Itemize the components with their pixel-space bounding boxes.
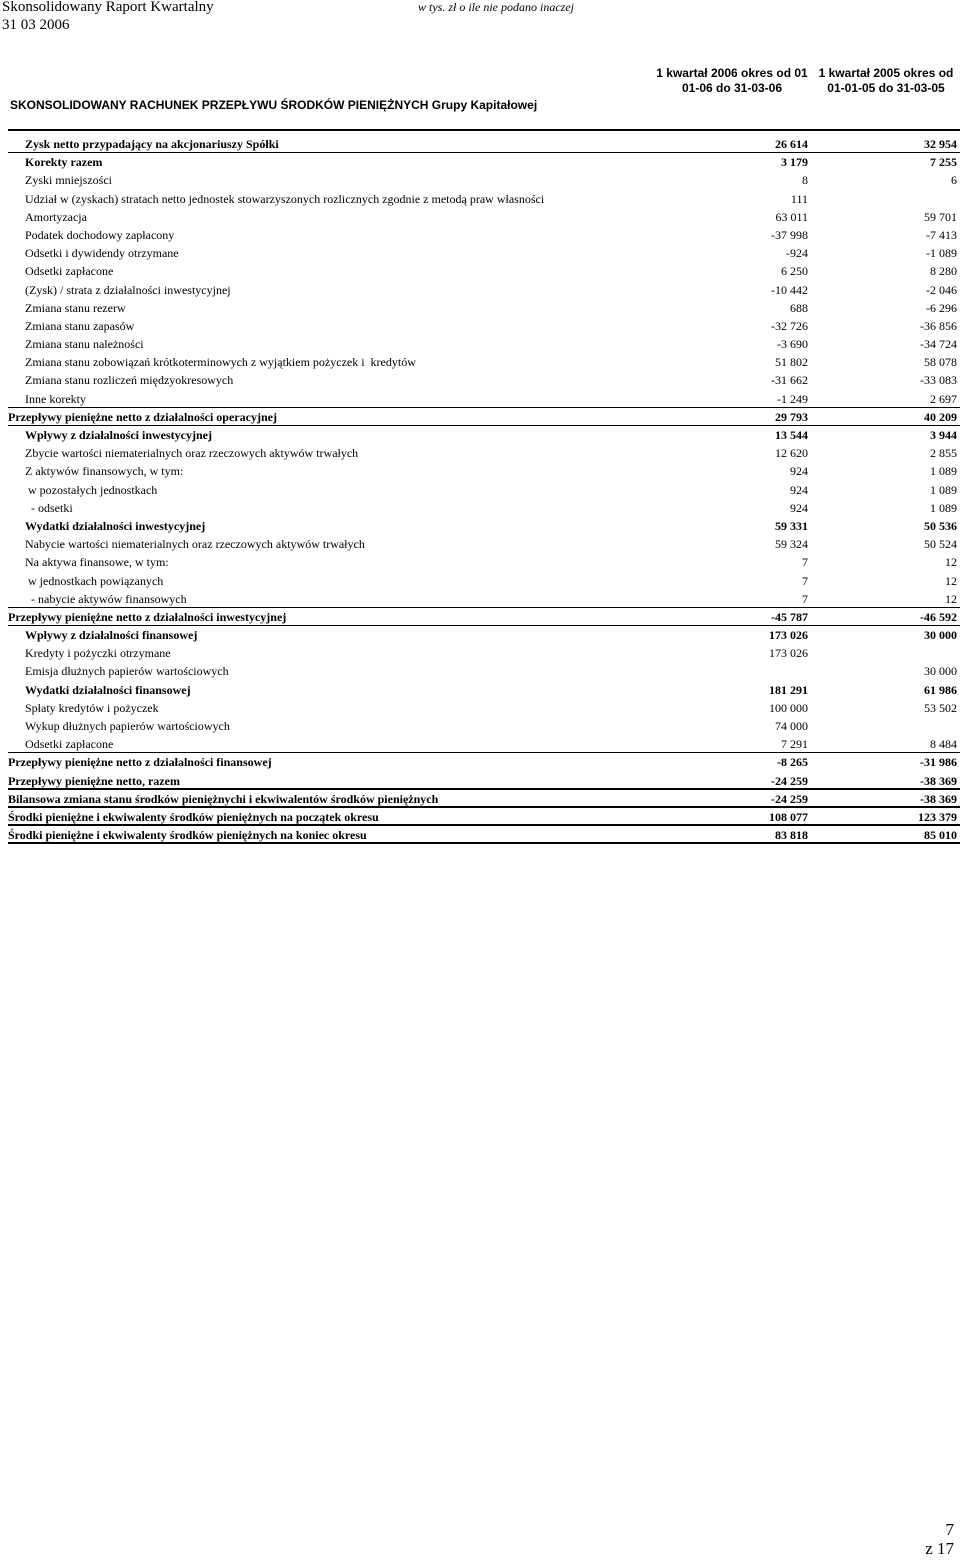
row-label: Zmiana stanu należności [25,337,144,352]
row-label: Środki pieniężne i ekwiwalenty środków pieniężnych na koniec okresu [8,828,367,843]
row-value-2005: 7 255 [930,155,957,170]
row-label: - nabycie aktywów finansowych [25,591,187,606]
row-label: Wpływy z działalności finansowej [25,628,198,643]
row-value-2006: 74 000 [775,719,808,733]
table-row [8,299,960,317]
row-value-2006: 924 [790,482,808,497]
row-label: Udział w (zyskach) stratach netto jednostek stowarzyszonych rozlicznych zgodnie z metodą praw własności [25,191,545,206]
table-row [8,553,960,571]
row-value-2005: 3 944 [930,428,957,442]
row-value-2006: -924 [786,246,808,261]
table-row [8,681,960,699]
row-label: Z aktywów finansowych, w tym: [25,464,184,479]
table-row [8,190,960,208]
row-value-2005: -6 296 [926,300,957,315]
page-number [925,1520,954,1558]
row-label: Wykup dłużnych papierów wartościowych [25,719,230,733]
column-header-line: 01-06 do 31-03-06 [681,81,783,95]
row-value-2006: -37 998 [771,227,808,242]
row-value-2005: -46 592 [920,609,957,624]
row-label: Odsetki i dywidendy otrzymane [25,246,179,261]
table-row [8,772,960,790]
table-row [8,662,960,680]
table-row [8,426,960,444]
row-value-2005: -38 369 [920,791,957,806]
row-value-2005: -38 369 [920,773,957,788]
table-row [8,808,960,826]
row-value-2005: 50 536 [924,518,957,533]
row-label: Przepływy pieniężne netto z działalności inwestycyjnej [8,609,287,624]
row-value-2005: 2 697 [930,391,957,406]
table-row [8,644,960,662]
row-value-2005: 85 010 [924,828,957,843]
row-label: Zbycie wartości niematerialnych oraz rzeczowych aktywów trwałych [25,446,359,461]
row-label: Przepływy pieniężne netto z działalności operacyjnej [8,409,277,424]
row-value-2005: -7 413 [926,227,957,242]
table-row [8,790,960,808]
row-value-2006: 688 [790,300,808,315]
row-label: Podatek dochodowy zapłacony [25,227,175,242]
row-value-2006: -32 726 [771,318,808,333]
row-value-2005: 32 954 [924,137,957,151]
table-row [8,826,960,844]
table-row [8,590,960,608]
table-row [8,735,960,753]
row-value-2005: 8 484 [930,737,957,752]
cash-flow-table [8,135,960,844]
column-header-2005 [814,66,958,96]
row-value-2006: 59 324 [775,537,808,552]
units-note: w tys. zł o ile nie podano inaczej [418,0,574,14]
row-label: Wpływy z działalności inwestycyjnej [25,428,212,442]
row-value-2006: 924 [790,464,808,479]
table-row [8,753,960,771]
row-value-2006: -31 662 [771,373,808,388]
row-value-2005: -36 856 [920,318,957,333]
row-value-2006: 51 802 [775,355,808,370]
row-value-2006: 8 [802,173,808,188]
row-label: Emisja dłużnych papierów wartościowych [25,664,229,679]
row-value-2005: 59 701 [924,209,957,224]
row-value-2005: 8 280 [930,264,957,279]
row-label: - odsetki [25,500,73,515]
row-value-2005: -1 089 [926,246,957,261]
row-label: (Zysk) / strata z działalności inwestycyjnej [25,282,231,297]
row-value-2006: -24 259 [771,791,808,806]
row-label: Na aktywa finansowe, w tym: [25,555,169,570]
row-value-2005: 30 000 [924,664,957,679]
row-label: Odsetki zapłacone [25,737,114,752]
page-current: 7 [945,1520,954,1539]
column-header-line: 1 kwartał 2005 okres od [818,66,954,80]
table-row [8,353,960,371]
statement-title: SKONSOLIDOWANY RACHUNEK PRZEPŁYWU ŚRODKÓW PIENIĘŻNYCH Grupy Kapitałowej [10,98,538,112]
row-label: Zmiana stanu rezerw [25,300,126,315]
table-row [8,390,960,408]
table-row [8,462,960,480]
row-value-2006: 83 818 [775,828,808,843]
table-row [8,281,960,299]
row-value-2006: 29 793 [775,409,808,424]
row-value-2006: -24 259 [771,773,808,788]
row-value-2005: -2 046 [926,282,957,297]
row-value-2005: 1 089 [930,464,957,479]
row-value-2006: 181 291 [769,682,808,697]
row-value-2005: 53 502 [924,700,957,715]
row-value-2006: 7 [802,555,808,570]
row-value-2005: 61 986 [924,682,957,697]
row-value-2005: 6 [951,173,957,188]
row-label: Korekty razem [25,155,103,170]
table-row [8,335,960,353]
column-header-line: 01-01-05 do 31-03-05 [827,81,945,95]
table-row [8,408,960,426]
row-label: Środki pieniężne i ekwiwalenty środków pieniężnych na początek okresu [8,809,379,824]
table-row [8,717,960,735]
row-value-2006: -45 787 [771,609,808,624]
table-row [8,499,960,517]
row-label: Zmiana stanu zobowiązań krótkoterminowych z wyjątkiem pożyczek i kredytów [25,355,416,370]
table-row [8,699,960,717]
row-value-2006: 108 077 [769,809,808,824]
table-row [8,481,960,499]
row-label: Zyski mniejszości [25,173,112,188]
table-row [8,371,960,389]
row-label: Zmiana stanu rozliczeń międzyokresowych [25,373,234,388]
row-value-2005: 1 089 [930,482,957,497]
row-value-2005: 50 524 [924,537,957,552]
table-row [8,608,960,626]
table-row [8,135,960,153]
row-label: Nabycie wartości niematerialnych oraz rzeczowych aktywów trwałych [25,537,365,552]
row-value-2006: 7 [802,573,808,588]
row-value-2006: 13 544 [775,428,808,442]
table-row [8,153,960,171]
row-value-2005: 30 000 [924,628,957,643]
row-value-2006: -8 265 [777,755,808,770]
table-row [8,208,960,226]
row-value-2005: -33 083 [920,373,957,388]
row-label: Inne korekty [25,391,86,406]
row-label: Zysk netto przypadający na akcjonariuszy Spółki [25,137,279,151]
row-value-2006: 111 [790,191,808,206]
row-value-2006: 12 620 [775,446,808,461]
column-header-2006 [652,66,812,96]
row-value-2006: 63 011 [775,209,808,224]
report-title: Skonsolidowany Raport Kwartalny [2,0,214,15]
table-row [8,317,960,335]
row-value-2006: -1 249 [777,391,808,406]
column-header-line: 1 kwartał 2006 okres od 01 [656,66,808,80]
report-date: 31 03 2006 [2,17,70,33]
row-value-2006: -3 690 [777,337,808,352]
row-value-2005: 12 [945,591,957,606]
table-row [8,262,960,280]
row-label: Bilansowa zmiana stanu środków pieniężnychi i ekwiwalentów środków pieniężnych [8,791,439,806]
row-value-2005: 12 [945,573,957,588]
row-label: Kredyty i pożyczki otrzymane [25,646,171,661]
row-value-2006: 100 000 [769,700,808,715]
row-label: w pozostałych jednostkach [25,482,158,497]
row-value-2006: 3 179 [781,155,808,170]
row-label: Wydatki działalności inwestycyjnej [25,518,206,533]
table-row [8,517,960,535]
row-value-2006: 7 291 [781,737,808,752]
row-label: Przepływy pieniężne netto, razem [8,773,180,788]
header-divider [8,129,960,131]
table-row [8,626,960,644]
row-value-2006: 7 [802,591,808,606]
page-total: z 17 [925,1539,954,1558]
row-value-2005: 58 078 [924,355,957,370]
row-value-2005: 40 209 [924,409,957,424]
row-label: Amortyzacja [25,209,87,224]
row-value-2006: 6 250 [781,264,808,279]
row-label: Wydatki działalności finansowej [25,682,191,697]
row-value-2005: 1 089 [930,500,957,515]
row-value-2006: 59 331 [775,518,808,533]
table-row [8,535,960,553]
table-row [8,171,960,189]
row-label: Spłaty kredytów i pożyczek [25,700,159,715]
table-row [8,444,960,462]
row-value-2005: -31 986 [920,755,957,770]
row-label: w jednostkach powiązanych [25,573,164,588]
row-value-2005: 123 379 [918,809,957,824]
row-label: Odsetki zapłacone [25,264,114,279]
table-row [8,226,960,244]
row-value-2005: 2 855 [930,446,957,461]
row-value-2006: 924 [790,500,808,515]
row-value-2006: 26 614 [775,137,808,151]
row-value-2005: -34 724 [920,337,957,352]
row-label: Zmiana stanu zapasów [25,318,135,333]
row-value-2006: 173 026 [769,646,808,661]
table-row [8,572,960,590]
table-row [8,244,960,262]
row-value-2006: 173 026 [769,628,808,643]
row-value-2006: -10 442 [771,282,808,297]
row-value-2005: 12 [945,555,957,570]
row-label: Przepływy pieniężne netto z działalności finansowej [8,755,272,770]
